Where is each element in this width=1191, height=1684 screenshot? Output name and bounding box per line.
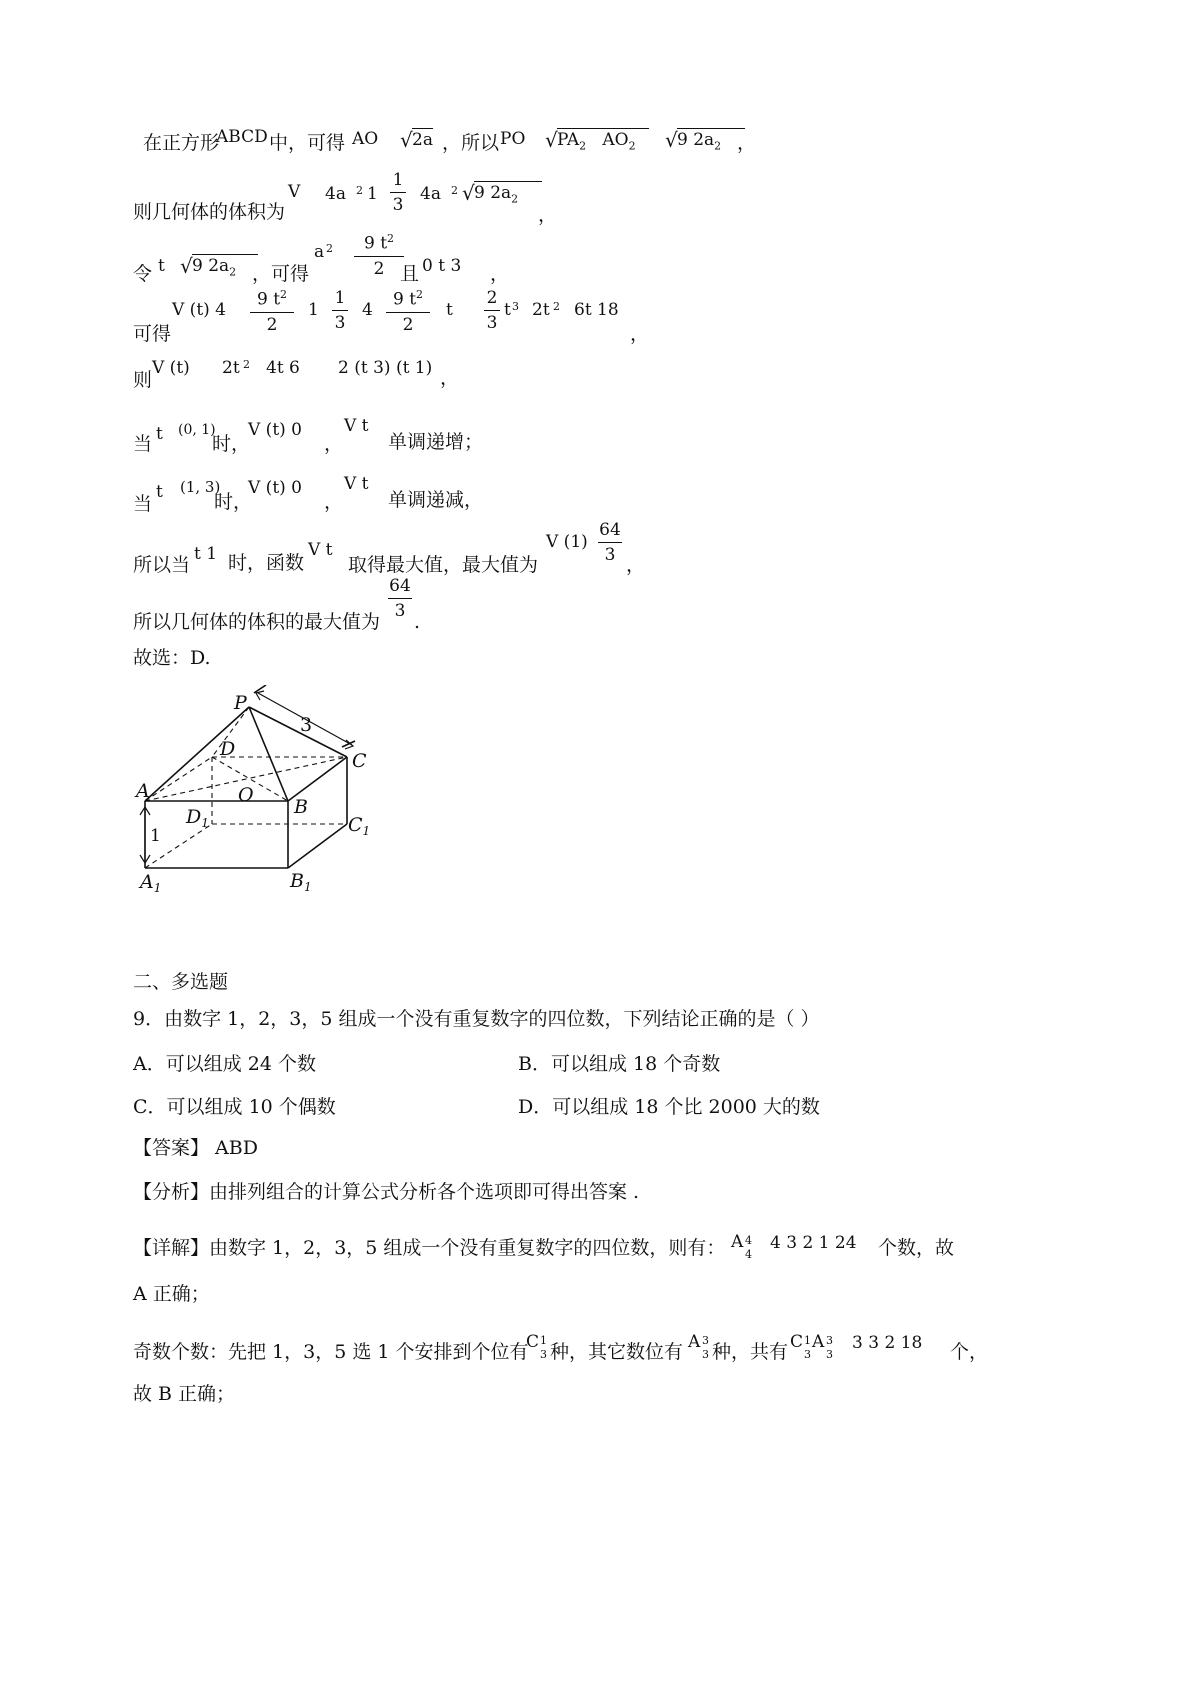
text: 单调递增； — [388, 431, 484, 453]
text: 所以几何体的体积的最大值为 — [133, 611, 381, 633]
fraction: 1 3 — [390, 170, 406, 215]
text: 种，共有 — [712, 1341, 789, 1363]
math: t — [446, 300, 453, 320]
vertex-label-B: B — [294, 796, 308, 818]
vertex-label-D: D — [220, 738, 236, 760]
math: 0 t 3 — [422, 256, 462, 276]
math: 4a — [325, 184, 346, 204]
text: 种，其它数位有 — [550, 1341, 684, 1363]
edge-length-3: 3 — [300, 714, 313, 736]
math: 1 — [367, 184, 378, 204]
math: V (t) 4 — [172, 300, 226, 320]
text: 时， — [214, 491, 253, 513]
math: (0, 1) — [178, 422, 216, 438]
math: V (1) — [546, 532, 588, 552]
section-heading: 二、多选题 — [133, 971, 229, 993]
text: 且 — [400, 263, 420, 285]
geometry-figure — [130, 685, 390, 900]
text: 当 — [133, 493, 153, 515]
text: 则几何体的体积为 — [133, 201, 286, 223]
text: 个， — [950, 1341, 989, 1363]
vertex-label-C: C — [352, 750, 367, 772]
text: 在正方形 — [143, 132, 220, 154]
point-label-O: O — [238, 784, 254, 806]
math: AO — [352, 129, 379, 149]
question-9-stem: 9．由数字 1，2，3，5 组成一个没有重复数字的四位数，下列结论正确的是（ ） — [133, 1008, 820, 1030]
option-d: D．可以组成 18 个比 2000 大的数 — [518, 1096, 820, 1118]
math: V t — [308, 540, 333, 560]
edge-length-1: 1 — [150, 826, 161, 846]
math: V t — [344, 474, 369, 494]
math: 4 — [362, 300, 373, 320]
vertex-label-A1: $A_1$ — [140, 871, 162, 895]
math: 6t 18 — [574, 300, 619, 320]
math: A — [688, 1332, 701, 1352]
text: ， — [324, 433, 344, 455]
math: V (t) 0 — [248, 420, 302, 440]
text: 中，可得 — [269, 132, 346, 154]
fraction: 9 $t^2$ 2 — [354, 232, 404, 279]
text: ， — [737, 132, 757, 154]
fraction: 64 3 — [389, 576, 411, 621]
text: 所以当 — [133, 554, 191, 576]
text: 个数，故 — [878, 1237, 955, 1259]
text: ，可得 — [252, 263, 310, 285]
fraction: 1 3 — [332, 288, 348, 333]
text: 则 — [133, 369, 153, 391]
fraction: 2 3 — [484, 288, 500, 333]
detail-line-1: 【详解】由数字 1，2，3，5 组成一个没有重复数字的四位数，则有： — [133, 1237, 726, 1259]
math: t 1 — [194, 544, 218, 564]
math: (1, 3) — [180, 478, 221, 496]
math: A — [812, 1332, 825, 1352]
text: 时， — [212, 433, 251, 455]
math: t — [158, 256, 165, 276]
detail-line-2: A 正确； — [133, 1283, 210, 1305]
option-b: B．可以组成 18 个奇数 — [518, 1053, 721, 1075]
text: 令 — [133, 263, 153, 285]
text: 可得 — [133, 323, 172, 345]
text: ， — [626, 554, 646, 576]
fraction: 9 $t^2$ 2 — [250, 288, 294, 335]
fraction: 9 $t^2$ 2 — [386, 288, 430, 335]
math: 4t 6 — [266, 358, 300, 378]
text: 时，函数 — [228, 552, 305, 574]
math: ABCD — [216, 127, 268, 147]
vertex-label-D1: $D_1$ — [186, 806, 209, 830]
math: a — [314, 242, 325, 262]
answer-line: 【答案】 ABD — [133, 1137, 258, 1159]
math: C — [790, 1332, 804, 1352]
detail-line-3: 奇数个数：先把 1，3，5 选 1 个安排到个位有 — [133, 1341, 529, 1363]
math: A — [731, 1232, 744, 1252]
answer-choice-line: 故选：D. — [133, 647, 211, 669]
vertex-label-P: P — [234, 692, 247, 714]
math: V t — [344, 416, 369, 436]
math: 2t — [222, 358, 240, 378]
math: t — [156, 424, 163, 444]
option-a: A．可以组成 24 个数 — [133, 1053, 316, 1075]
math: V — [288, 182, 301, 202]
math: 4a — [420, 184, 441, 204]
math: t — [156, 482, 163, 502]
math: PO — [500, 129, 526, 149]
math: 2 (t 3) (t 1) — [338, 358, 433, 378]
analysis-line: 【分析】由排列组合的计算公式分析各个选项即可得出答案 . — [133, 1181, 640, 1203]
detail-line-4: 故 B 正确； — [133, 1383, 236, 1405]
math: V (t) 0 — [248, 478, 302, 498]
text: 单调递减， — [388, 489, 484, 511]
math: 4 3 2 1 24 — [770, 1233, 857, 1253]
math: C — [526, 1332, 540, 1352]
math: 1 — [308, 300, 319, 320]
fraction: 64 3 — [599, 520, 621, 565]
text: ， — [630, 323, 650, 345]
text: . — [414, 611, 421, 633]
text: ， — [490, 263, 510, 285]
math: 3 3 2 18 — [852, 1333, 923, 1353]
text: 当 — [133, 433, 153, 455]
text: ，所以 — [442, 132, 500, 154]
text: ， — [440, 367, 460, 389]
vertex-label-B1: $B_1$ — [290, 870, 312, 894]
vertex-label-A: A — [136, 780, 150, 802]
option-c: C．可以组成 10 个偶数 — [133, 1096, 336, 1118]
math: V (t) — [152, 358, 190, 378]
text: ， — [538, 204, 558, 226]
vertex-label-C1: $C_1$ — [348, 814, 371, 838]
text: ， — [324, 491, 344, 513]
math: t — [504, 300, 511, 320]
math: 2t — [532, 300, 550, 320]
text: 取得最大值，最大值为 — [348, 554, 539, 576]
